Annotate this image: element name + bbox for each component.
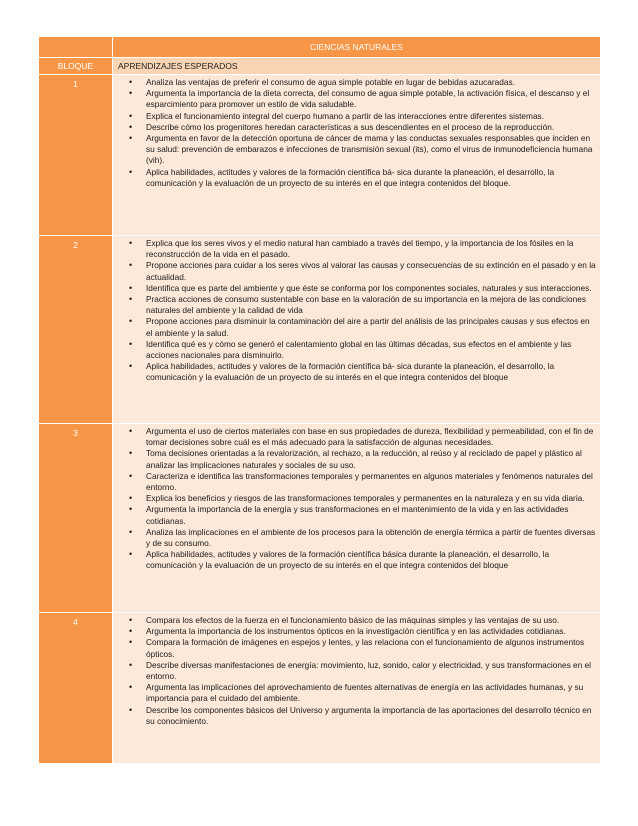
list-item: • Describe cómo los progenitores heredan características a sus descendientes en el proceso de la reproducción. [146, 122, 596, 133]
bloque-row [39, 613, 601, 764]
column-header-aprendizajes: APRENDIZAJES ESPERADOS [113, 58, 601, 75]
list-item: • Argumenta el uso de ciertos materiales con base en sus propiedades de dureza, flexibilidad y permeabilidad, con el fin de tomar decisiones sobre cuál es el más adecuado para la satisfacción de algunas necesidades. [146, 426, 596, 448]
list-item: • Propone acciones para cuidar a los seres vivos al valorar las causas y consecuencias de su extinción en el pasado y en la actualidad. [146, 260, 596, 282]
list-item: • Practica acciones de consumo sustentable con base en la valoración de su importancia en la mejora de las condiciones naturales del ambiente y la calidad de vida [146, 294, 596, 316]
list-item: • Explica el funcionamiento integral del cuerpo humano a partir de las interacciones entre diferentes sistemas. [146, 111, 596, 122]
list-item: • Aplica habilidades, actitudes y valores de la formación científica básica durante la planeación, el desarrollo, la comunicación y la evaluación de un proyecto de su interés en el que integra contenidos del bloque [146, 549, 596, 571]
list-item: • Argumenta la importancia de la energía y sus transformaciones en el mantenimiento de la vida y en las actividades cotidianas. [146, 504, 596, 526]
aprendizajes-cell [113, 613, 601, 764]
list-item: • Explica los beneficios y riesgos de las transformaciones temporales y permanentes en la naturaleza y en su vida diaria. [146, 493, 596, 504]
list-item: • Toma decisiones orientadas a la revalorización, al rechazo, a la reducción, al reúso y al reciclado de papel y plástico al analizar las implicaciones naturales y sociales de su uso. [146, 448, 596, 470]
list-item: • Caracteriza e identifica las transformaciones temporales y permanentes en algunos materiales y fenómenos naturales del entorno. [146, 471, 596, 493]
bloque-number: 4 [39, 613, 113, 764]
column-header-row [39, 58, 601, 75]
list-item: • Analiza las implicaciones en el ambiente de los procesos para la obtención de energía térmica a partir de fuentes diversas y de su consumo. [146, 527, 596, 549]
bloque-row [39, 236, 601, 424]
bloque-number: 2 [39, 236, 113, 424]
column-header-bloque: BLOQUE [39, 58, 113, 75]
aprendizajes-list [113, 424, 600, 572]
aprendizajes-list [113, 236, 600, 384]
table-header-row [39, 37, 601, 58]
list-item: • Propone acciones para disminuir la contaminación del aire a partir del análisis de las principales causas y sus efectos en el ambiente y la salud. [146, 316, 596, 338]
aprendizajes-cell [113, 236, 601, 424]
list-item: • Compara los efectos de la fuerza en el funcionamiento básico de las máquinas simples y las ventajas de su uso. [146, 615, 596, 626]
list-item: • Argumenta en favor de la detección oportuna de cáncer de mama y las conductas sexuales responsables que inciden en su salud: prevención de embarazos e infecciones de transmisión sexual (its), como el virus de inmunodeficiencia humana (vih). [146, 133, 596, 167]
bloque-row [39, 424, 601, 613]
list-item: • Aplica habilidades, actitudes y valores de la formación científica bá- sica durante la planeación, el desarrollo, la comunicación y la evaluación de un proyecto de su interés en el que integra contenidos del bloque. [146, 167, 596, 189]
aprendizajes-list [113, 613, 600, 727]
aprendizajes-cell [113, 75, 601, 236]
aprendizajes-list [113, 75, 600, 189]
list-item: • Aplica habilidades, actitudes y valores de la formación científica bá- sica durante la planeación, el desarrollo, la comunicación y la evaluación de un proyecto de su interés en el que integra contenidos del bloque [146, 361, 596, 383]
list-item: • Describe los componentes básicos del Universo y argumenta la importancia de las aportaciones del desarrollo técnico en su conocimiento. [146, 705, 596, 727]
curriculum-table [38, 36, 601, 764]
bloque-number: 1 [39, 75, 113, 236]
list-item: • Explica que los seres vivos y el medio natural han cambiado a través del tiempo, y la importancia de los fósiles en la reconstrucción de la vida en el pasado. [146, 238, 596, 260]
list-item: • Analiza las ventajas de preferir el consumo de agua simple potable en lugar de bebidas azucaradas. [146, 77, 596, 88]
list-item: • Compara la formación de imágenes en espejos y lentes, y las relaciona con el funcionamiento de algunos instrumentos ópticos. [146, 637, 596, 659]
bloque-row [39, 75, 601, 236]
bloque-number: 3 [39, 424, 113, 613]
list-item: • Identifica que es parte del ambiente y que éste se conforma por los componentes sociales, naturales y sus interacciones. [146, 283, 596, 294]
list-item: • Argumenta la importancia de los instrumentos ópticos en la investigación científica y en las actividades cotidianas. [146, 626, 596, 637]
list-item: • Describe diversas manifestaciones de energía: movimiento, luz, sonido, calor y electricidad, y sus transformaciones en el entorno. [146, 660, 596, 682]
aprendizajes-cell [113, 424, 601, 613]
list-item: • Argumenta las implicaciones del aprovechamiento de fuentes alternativas de energía en las actividades humanas, y su importancia para el cuidado del ambiente. [146, 682, 596, 704]
list-item: • Argumenta la importancia de la dieta correcta, del consumo de agua simple potable, la activación física, el descanso y el esparcimiento para promover un estilo de vida saludable. [146, 88, 596, 110]
list-item: • Identifica qué es y cómo se generó el calentamiento global en las últimas décadas, sus efectos en el ambiente y las acciones nacionales para disminuirlo. [146, 339, 596, 361]
header-empty-cell [39, 37, 113, 58]
table-title: CIENCIAS NATURALES [113, 37, 601, 58]
